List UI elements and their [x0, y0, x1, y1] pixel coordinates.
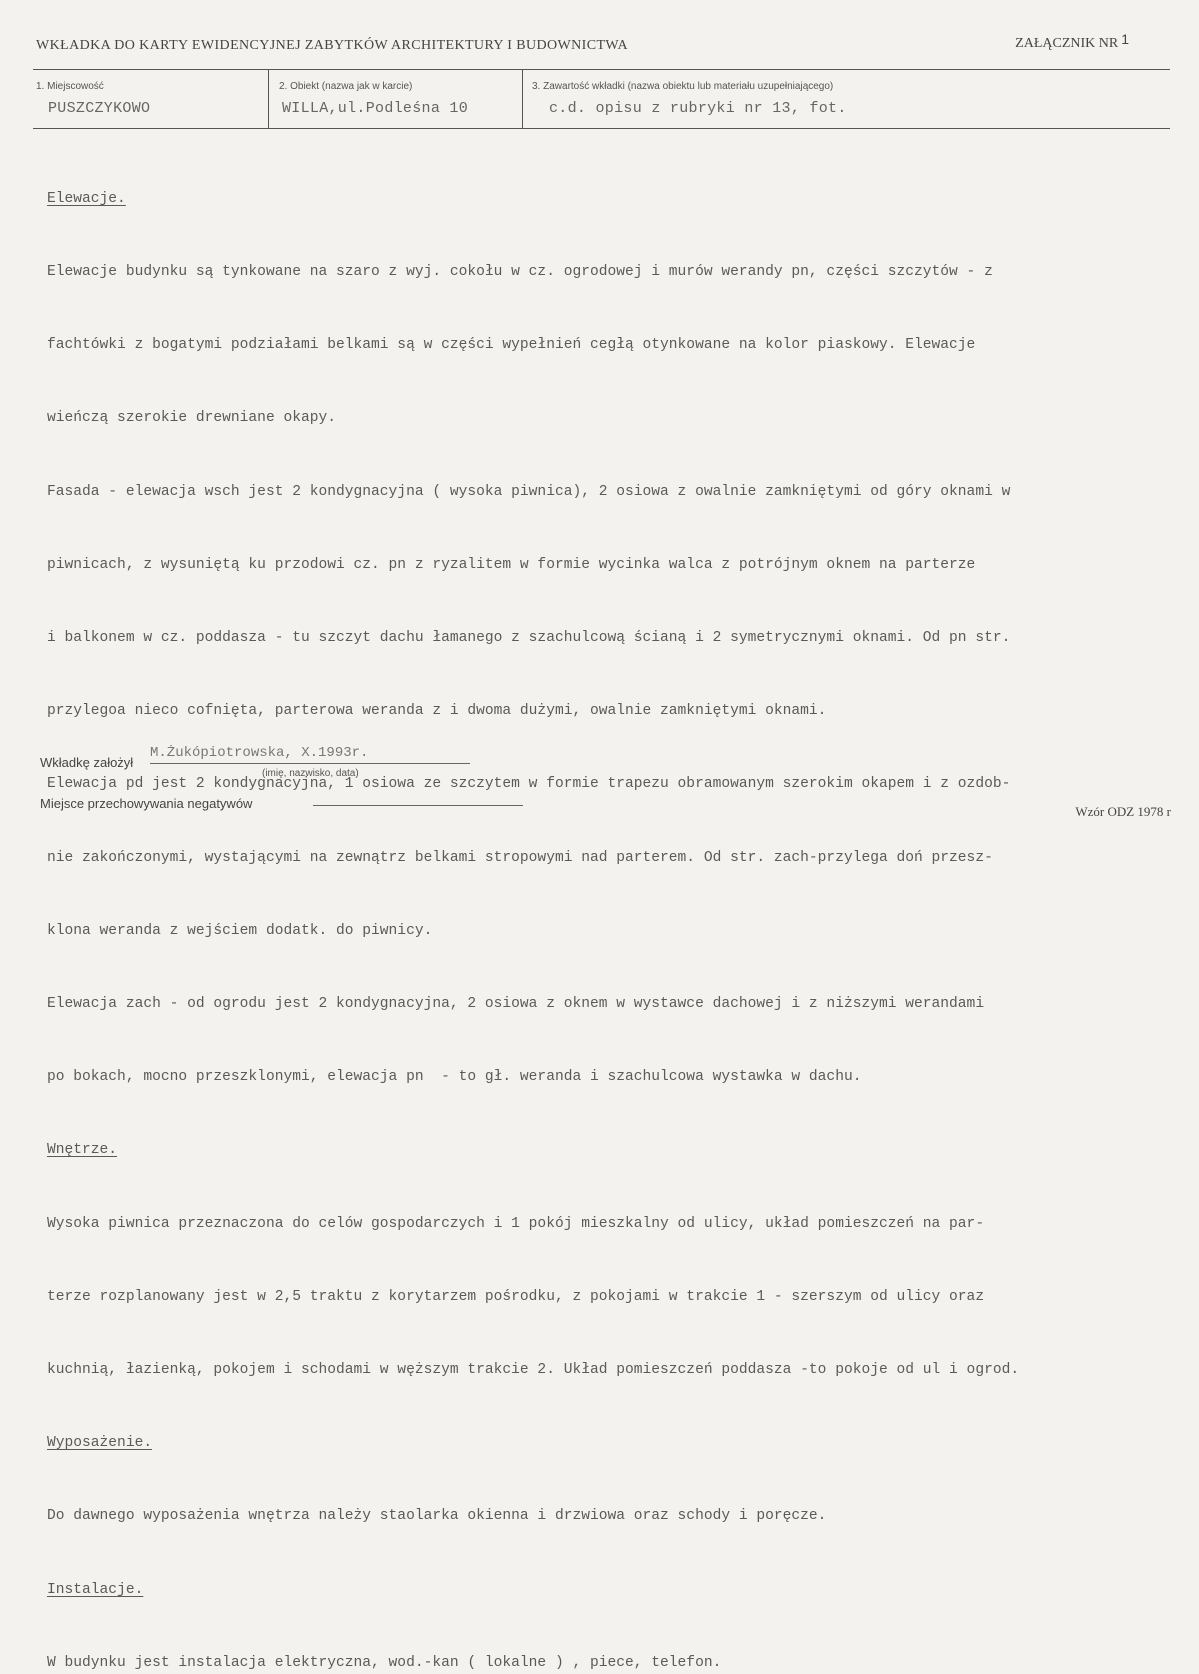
text-line: wieńczą szerokie drewniane okapy. — [47, 410, 337, 427]
text-line: fachtówki z bogatymi podziałami belkami są w części wypełnień cegłą otynkowane na kolor piaskowy. Elewacje — [47, 337, 976, 354]
prepared-by-value: M.Żukópiotrowska, X.1993r. — [150, 745, 369, 761]
text-line: klona weranda z wejściem dodatk. do piwnicy. — [47, 922, 433, 939]
field-divider — [268, 70, 269, 128]
text-line: Fasada - elewacja wsch jest 2 kondygnacyjna ( wysoka piwnica), 2 osiowa z owalnie zamkniętymi od góry oknami w — [47, 483, 1011, 500]
content-value: c.d. opisu z rubryki nr 13, fot. — [549, 100, 847, 117]
text-line: Do dawnego wyposażenia wnętrza należy staolarka okienna i drzwiowa oraz schody i poręcze. — [47, 1508, 827, 1525]
signature-rule — [150, 763, 470, 764]
storage-rule — [313, 805, 523, 806]
prepared-by-caption: (imię, nazwisko, data) — [262, 768, 359, 779]
prepared-by-label: Wkładkę założył — [40, 755, 134, 770]
description-text — [47, 138, 1167, 1674]
section-heading: Wnętrze. — [47, 1142, 118, 1159]
text-line: Elewacje budynku są tynkowane na szaro z wyj. cokołu w cz. ogrodowej i murów werandy pn, części szczytów - z — [47, 264, 993, 281]
section-heading: Instalacje. — [47, 1581, 144, 1598]
text-line: W budynku jest instalacja elektryczna, wod.-kan ( lokalne ) , piece, telefon. — [47, 1654, 722, 1671]
text-line: kuchnią, łazienką, pokojem i schodami w węższym trakcie 2. Układ pomieszczeń poddasza -to pokoje od ul i ogrod. — [47, 1362, 1020, 1379]
card-title: WKŁADKA DO KARTY EWIDENCYJNEJ ZABYTKÓW ARCHITEKTURY I BUDOWNICTWA — [36, 38, 628, 53]
content-label: 3. Zawartość wkładki (nazwa obiektu lub materiału uzupełniającego) — [532, 81, 834, 92]
object-value: WILLA,ul.Podleśna 10 — [282, 100, 469, 117]
locality-value: PUSZCZYKOWO — [48, 100, 151, 117]
text-line: przylegoa nieco cofnięta, parterowa weranda z i dwoma dużymi, owalnie zamkniętymi oknami. — [47, 703, 827, 720]
text-line: po bokach, mocno przeszklonymi, elewacja pn - to gł. weranda i szachulcowa wystawka w dachu. — [47, 1069, 862, 1086]
text-line: nie zakończonymi, wystającymi na zewnątrz belkami stropowymi nad parterem. Od str. zach-przylega doń przesz- — [47, 849, 993, 866]
negatives-storage-label: Miejsce przechowywania negatywów — [40, 796, 253, 811]
section-heading: Elewacje. — [47, 190, 126, 207]
annex-number — [1015, 31, 1129, 52]
annex-number-value: 1 — [1121, 31, 1129, 47]
object-label: 2. Obiekt (nazwa jak w karcie) — [279, 81, 413, 92]
text-line: Elewacja zach - od ogrodu jest 2 kondygnacyjna, 2 osiowa z oknem w wystawce dachowej i z niższymi werandami — [47, 996, 985, 1013]
text-line: i balkonem w cz. poddasza - tu szczyt dachu łamanego z szachulcową ścianą i 2 symetrycznymi oknami. Od pn str. — [47, 630, 1011, 647]
top-rule — [33, 69, 1170, 70]
fields-bottom-rule — [33, 128, 1170, 129]
text-line: Elewacja pd jest 2 kondygnacyjna, 1 osiowa ze szczytem w formie trapezu obramowanym szerokim okapem i z ozdob- — [47, 776, 1011, 793]
annex-label: ZAŁĄCZNIK NR — [1015, 36, 1119, 51]
text-line: piwnicach, z wysuniętą ku przodowi cz. pn z ryzalitem w formie wycinka walca z potrójnym oknem na parterze — [47, 556, 976, 573]
locality-label: 1. Miejscowość — [36, 81, 104, 92]
form-template-id: Wzór ODZ 1978 r — [1075, 804, 1171, 819]
field-divider — [522, 70, 523, 128]
section-heading: Wyposażenie. — [47, 1435, 153, 1452]
text-line: terze rozplanowany jest w 2,5 traktu z korytarzem pośrodku, z pokojami w trakcie 1 - szerszym od ulicy oraz — [47, 1288, 985, 1305]
text-line: Wysoka piwnica przeznaczona do celów gospodarczych i 1 pokój mieszkalny od ulicy, układ pomieszczeń na par- — [47, 1215, 985, 1232]
